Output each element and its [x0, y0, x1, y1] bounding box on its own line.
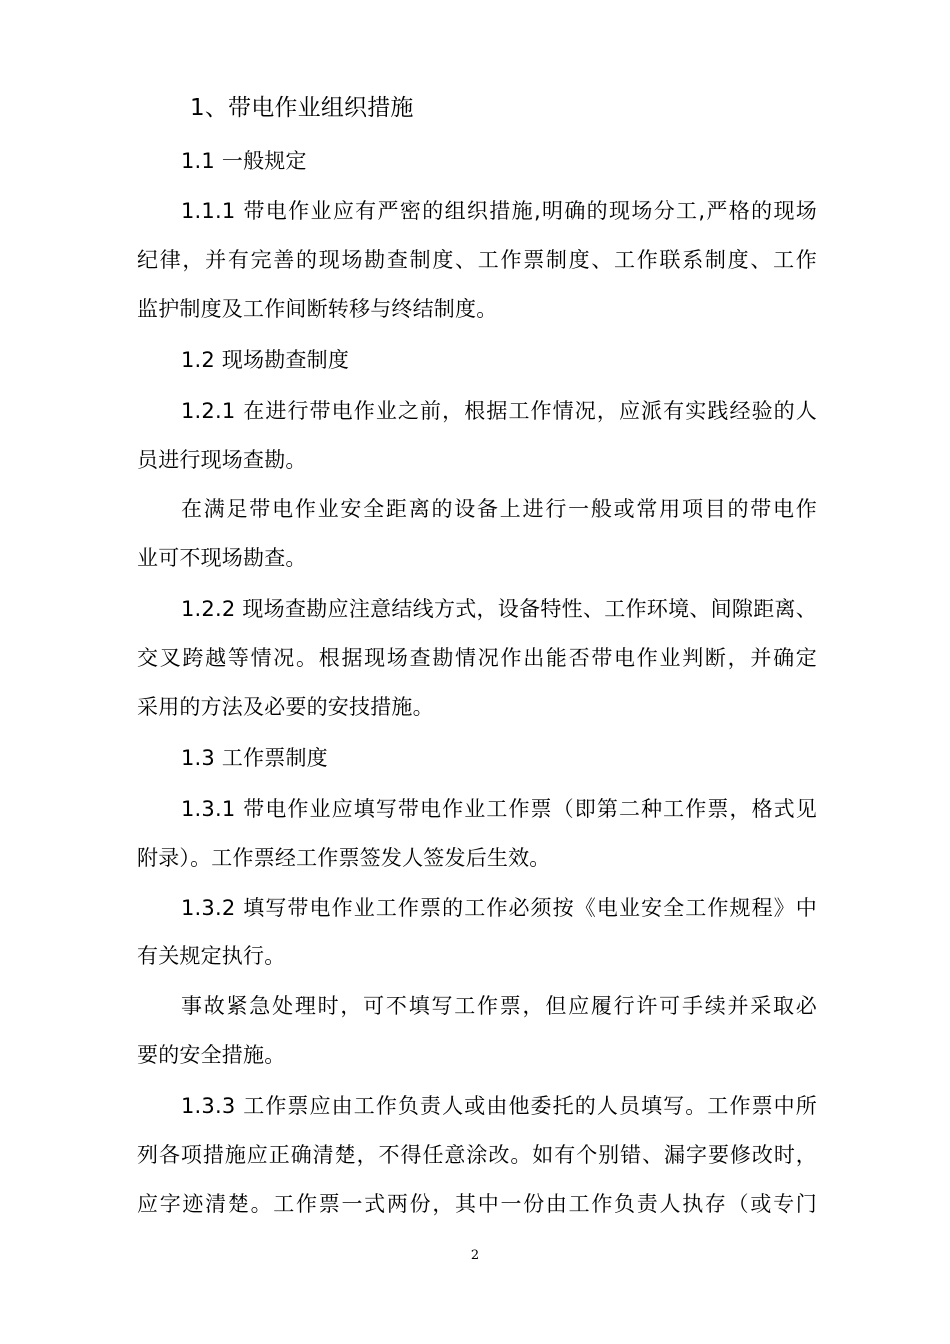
paragraph-line: 1.2.1 在进行带电作业之前，根据工作情况，应派有实践经验的人 — [181, 399, 817, 423]
paragraph-line: 1.3.1 带电作业应填写带电作业工作票（即第二种工作票，格式见 — [181, 797, 817, 821]
subsection-heading: 1.2 现场勘查制度 — [181, 348, 350, 372]
paragraph-line: 要的安全措施。 — [137, 1043, 286, 1067]
paragraph-line: 纪律，并有完善的现场勘查制度、工作票制度、工作联系制度、工作 — [137, 248, 817, 272]
paragraph-line: 有关规定执行。 — [137, 944, 286, 968]
subsection-heading: 1.1 一般规定 — [181, 149, 307, 173]
paragraph-line: 采用的方法及必要的安技措施。 — [137, 695, 434, 719]
paragraph-line: 监护制度及工作间断转移与终结制度。 — [137, 297, 498, 321]
paragraph-line: 附录）。工作票经工作票签发人签发后生效。 — [137, 846, 551, 870]
paragraph-line: 事故紧急处理时，可不填写工作票，但应履行许可手续并采取必 — [181, 994, 817, 1018]
paragraph-line: 员进行现场查勘。 — [137, 448, 307, 472]
page-number: 2 — [470, 1248, 480, 1263]
paragraph-line: 1.3.3 工作票应由工作负责人或由他委托的人员填写。工作票中所 — [181, 1094, 817, 1118]
paragraph-line: 交叉跨越等情况。根据现场查勘情况作出能否带电作业判断，并确定 — [137, 646, 817, 670]
section-heading: 1、带电作业组织措施 — [190, 95, 414, 121]
paragraph-line: 在满足带电作业安全距离的设备上进行一般或常用项目的带电作 — [181, 497, 817, 521]
paragraph-line: 业可不现场勘查。 — [137, 546, 307, 570]
paragraph-line: 列各项措施应正确清楚，不得任意涂改。如有个别错、漏字要修改时， — [137, 1143, 817, 1167]
paragraph-line: 应字迹清楚。工作票一式两份，其中一份由工作负责人执存（或专门 — [137, 1192, 817, 1216]
subsection-heading: 1.3 工作票制度 — [181, 746, 328, 770]
paragraph-line: 1.3.2 填写带电作业工作票的工作必须按《电业安全工作规程》中 — [181, 896, 817, 920]
paragraph-line: 1.1.1 带电作业应有严密的组织措施,明确的现场分工,严格的现场 — [181, 199, 817, 223]
paragraph-line: 1.2.2 现场查勘应注意结线方式，设备特性、工作环境、间隙距离、 — [181, 597, 817, 621]
